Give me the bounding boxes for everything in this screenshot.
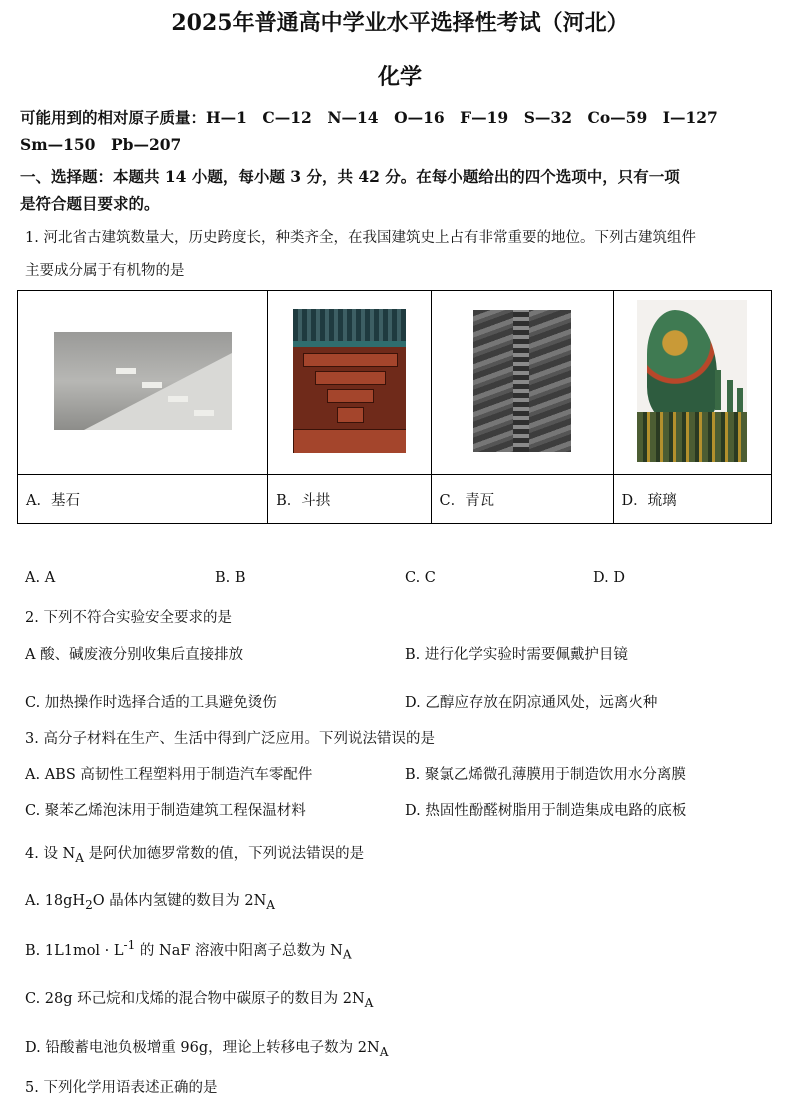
exam-title: 2025年普通高中学业水平选择性考试（河北） bbox=[171, 10, 629, 36]
q1-image-table bbox=[17, 290, 772, 524]
q4-option-a: A. $18gH_2O$ 晶体内氢键的数目为 $2N_A$ bbox=[25, 893, 276, 912]
dougong-bracket-image bbox=[293, 309, 406, 453]
q2-option-a: A 酸、碱废液分别收集后直接排放 bbox=[25, 647, 244, 663]
q1-label-b: B．斗拱 bbox=[268, 475, 431, 524]
q1-label-c: C．青瓦 bbox=[431, 475, 613, 524]
q1-stem-line-2: 主要成分属于有机物的是 bbox=[25, 263, 185, 279]
stone-steps-image bbox=[54, 332, 232, 430]
q1-option-c: C. C bbox=[405, 570, 436, 586]
q3-stem: 3. 高分子材料在生产、生活中得到广泛应用。下列说法错误的是 bbox=[25, 731, 435, 747]
q4-stem: 4. 设 $N_A$ 是阿伏加德罗常数的值，下列说法错误的是 bbox=[25, 846, 365, 865]
subject-title: 化学 bbox=[377, 64, 422, 90]
q1-cell-d-image bbox=[613, 291, 771, 475]
q1-option-b: B. B bbox=[215, 570, 246, 586]
q1-option-a: A. A bbox=[25, 570, 56, 586]
glazed-ornament-image bbox=[637, 300, 747, 462]
q3-option-a: A. ABS 高韧性工程塑料用于制造汽车零配件 bbox=[25, 767, 313, 783]
atomic-mass-line-1: 可能用到的相对原子质量：H—1 C—12 N—14 O—16 F—19 S—32 Co—59 I—127 bbox=[20, 108, 718, 127]
q3-option-c: C. 聚苯乙烯泡沫用于制造建筑工程保温材料 bbox=[25, 803, 306, 819]
q2-stem: 2. 下列不符合实验安全要求的是 bbox=[25, 610, 232, 626]
section-instructions-2: 是符合题目要求的。 bbox=[20, 194, 160, 213]
atomic-mass-line-2: Sm—150 Pb—207 bbox=[20, 135, 182, 154]
grey-roof-tile-image bbox=[473, 310, 571, 452]
q4-option-c: C. 28g 环己烷和戊烯的混合物中碳原子的数目为 $2N_A$ bbox=[25, 991, 374, 1010]
q1-cell-c-image bbox=[431, 291, 613, 475]
q1-cell-b-image bbox=[268, 291, 431, 475]
q1-option-d: D. D bbox=[593, 570, 625, 586]
q2-option-d: D. 乙醇应存放在阴凉通风处，远离火种 bbox=[405, 695, 658, 711]
q3-option-b: B. 聚氯乙烯微孔薄膜用于制造饮用水分离膜 bbox=[405, 767, 686, 783]
q1-label-d: D．琉璃 bbox=[613, 475, 771, 524]
q1-label-a: A．基石 bbox=[18, 475, 268, 524]
q2-option-b: B. 进行化学实验时需要佩戴护目镜 bbox=[405, 647, 628, 663]
q4-option-d: D. 铅酸蓄电池负极增重 96g，理论上转移电子数为 $2N_A$ bbox=[25, 1040, 389, 1059]
q1-cell-a-image bbox=[18, 291, 268, 475]
section-instructions-1: 一、选择题：本题共 14 小题，每小题 3 分，共 42 分。在每小题给出的四个选项中，只有一项 bbox=[20, 167, 680, 186]
q5-stem: 5. 下列化学用语表述正确的是 bbox=[25, 1080, 218, 1096]
q2-option-c: C. 加热操作时选择合适的工具避免烫伤 bbox=[25, 695, 277, 711]
q4-option-b: B. $1L1mol \cdot L^{-1}$ 的 NaF 溶液中阳离子总数为 $N_A$ bbox=[25, 938, 352, 962]
q3-option-d: D. 热固性酚醛树脂用于制造集成电路的底板 bbox=[405, 803, 687, 819]
q1-stem-line-1: 1. 河北省古建筑数量大，历史跨度长，种类齐全，在我国建筑史上占有非常重要的地位。下列古建筑组件 bbox=[25, 230, 696, 246]
